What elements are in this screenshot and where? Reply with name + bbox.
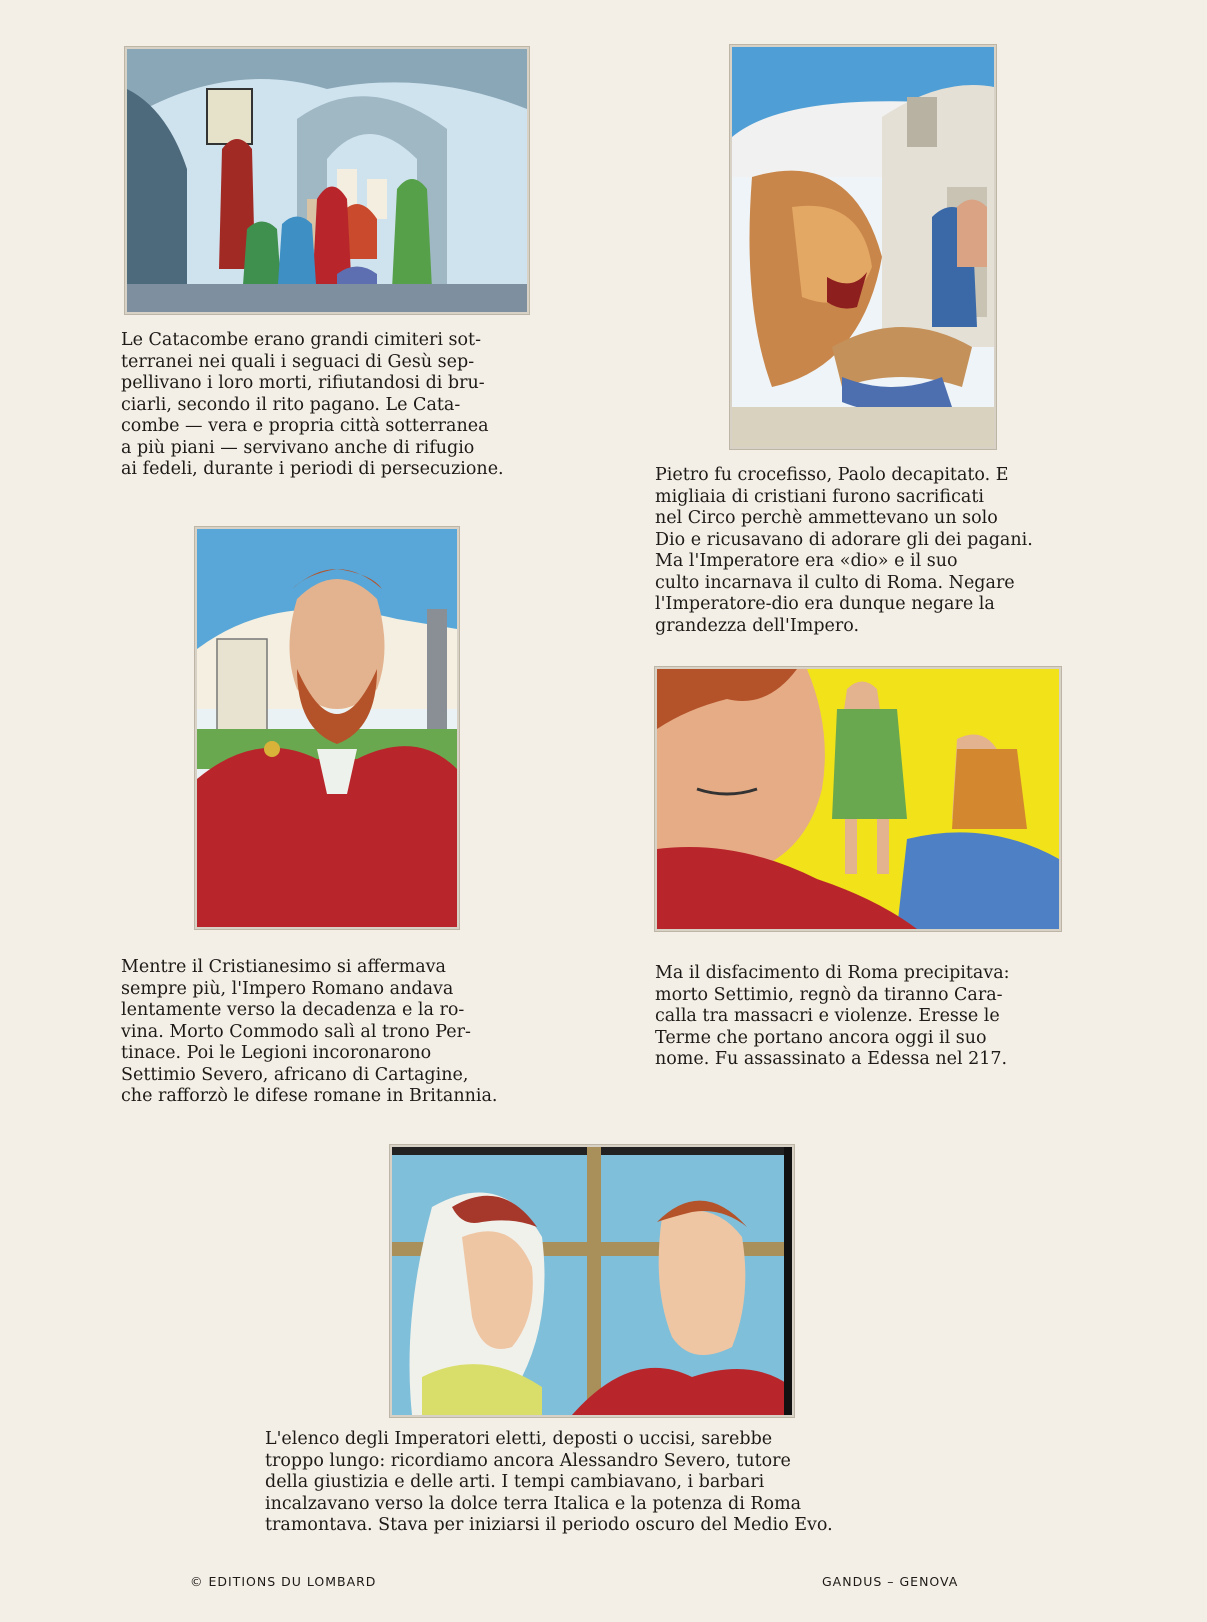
caption-pietro [655, 465, 1061, 637]
caracalla-illustration [655, 667, 1061, 931]
caption-line: ai fedeli, durante i periodi di persecuzione. [121, 459, 504, 479]
printer-credit: GANDUS – GENOVA [822, 1574, 959, 1589]
caption-line: Ma l'Imperatore era «dio» e il suo [655, 551, 958, 571]
caption-line: tinace. Poi le Legioni incoronarono [121, 1043, 432, 1063]
caption-line: troppo lungo: ricordiamo ancora Alessandro Severo, tutore [265, 1450, 791, 1471]
caption-line: calla tra massacri e violenze. Eresse le [655, 1006, 1000, 1026]
caption-line: incalzavano verso la dolce terra Italica e la potenza di Roma [265, 1493, 802, 1514]
caption-line: della giustizia e delle arti. I tempi cambiavano, i barbari [265, 1472, 765, 1492]
caption-line: terranei nei quali i seguaci di Gesù sep- [121, 351, 475, 372]
catacombs-illustration [125, 47, 529, 314]
caption-line: sempre più, l'Impero Romano andava [121, 978, 454, 999]
publisher-credit: © EDITIONS DU LOMBARD [190, 1574, 377, 1589]
caption-line: che rafforzò le difese romane in Britannia. [121, 1086, 498, 1106]
caption-line: vina. Morto Commodo salì al trono Per- [121, 1021, 471, 1042]
caption-line: Settimio Severo, africano di Cartagine, [121, 1064, 469, 1085]
caption-line: pellivano i loro morti, rifiutandosi di bru- [121, 373, 485, 393]
caption-line: grandezza dell'Impero. [655, 615, 860, 636]
caption-line: Dio e ricusavano di adorare gli dei pagani. [655, 529, 1033, 550]
caption-line: nome. Fu assassinato a Edessa nel 217. [655, 1049, 1008, 1069]
caption-line: morto Settimio, regnò da tiranno Cara- [655, 984, 1003, 1005]
caption-line: Mentre il Cristianesimo si affermava [121, 957, 446, 977]
caption-line: Ma il disfacimento di Roma precipitava: [655, 963, 1010, 983]
caption-catacombe [121, 330, 527, 481]
caption-elenco [265, 1429, 918, 1537]
caption-line: culto incarnava il culto di Roma. Negare [655, 572, 1015, 593]
caption-line: Le Catacombe erano grandi cimiteri sot- [121, 330, 482, 350]
caption-line: Terme che portano ancora oggi il suo [655, 1027, 987, 1048]
caption-line: combe — vera e propria città sotterranea [121, 416, 489, 436]
caption-line: nel Circo perchè ammettevano un solo [655, 508, 998, 528]
caption-line: ciarli, secondo il rito pagano. Le Cata- [121, 394, 461, 415]
caption-line: Pietro fu crocefisso, Paolo decapitato. E [655, 465, 1009, 485]
alessandro-severo-illustration [390, 1145, 794, 1417]
caption-cristianesimo [121, 957, 527, 1108]
caption-line: lentamente verso la decadenza e la ro- [121, 1000, 465, 1020]
arena-lion-illustration [730, 45, 996, 449]
caption-line: l'Imperatore-dio era dunque negare la [655, 594, 995, 614]
caption-line: a più piani — servivano anche di rifugio [121, 437, 475, 458]
caption-line: L'elenco degli Imperatori eletti, deposti o uccisi, sarebbe [265, 1429, 773, 1449]
caption-line: tramontava. Stava per iniziarsi il periodo oscuro del Medio Evo. [265, 1515, 833, 1535]
caption-disfacimento [655, 963, 1061, 1071]
caption-line: migliaia di cristiani furono sacrificati [655, 486, 984, 507]
bearded-emperor-portrait [195, 527, 459, 929]
